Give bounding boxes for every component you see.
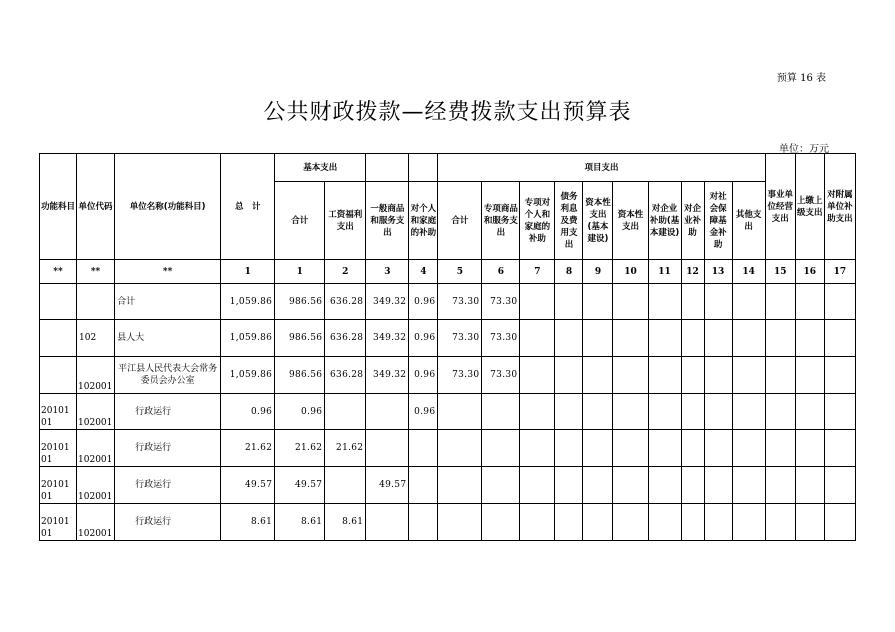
index-cell: 1 (221, 260, 275, 284)
proj-total-cell (438, 430, 482, 467)
unit-name-cell: 县人大 (115, 320, 221, 357)
proj-goods-cell: 73.30 (482, 320, 520, 357)
unit-name-cell: 行政运行 (115, 504, 221, 541)
index-cell: 3 (366, 260, 409, 284)
empty-cell (555, 320, 583, 357)
empty-cell (824, 284, 855, 320)
empty-cell (583, 320, 613, 357)
empty-cell (520, 357, 555, 394)
proj-total-cell (438, 394, 482, 430)
table-row (40, 504, 856, 541)
header-other: 其他支出 (732, 182, 765, 260)
empty-cell (795, 320, 824, 357)
index-cell: 4 (409, 260, 438, 284)
index-row (40, 260, 856, 284)
empty-cell (795, 504, 824, 541)
total-cell: 1,059.86 (221, 284, 275, 320)
empty-cell (555, 504, 583, 541)
empty-cell (613, 320, 648, 357)
empty-cell (704, 357, 732, 394)
basic-total-cell: 0.96 (275, 394, 325, 430)
index-cell: ** (77, 260, 115, 284)
salary-cell: 636.28 (325, 357, 366, 394)
empty-cell (681, 357, 704, 394)
empty-cell (555, 430, 583, 467)
empty-cell (520, 504, 555, 541)
empty-cell (648, 430, 681, 467)
proj-goods-cell (482, 430, 520, 467)
unit-name-cell: 平江县人民代表大会常务委员会办公室 (115, 357, 221, 394)
proj-goods-cell: 73.30 (482, 357, 520, 394)
index-cell: 8 (555, 260, 583, 284)
header-empty-cell (409, 154, 438, 182)
header-empty-cell (366, 154, 409, 182)
empty-cell (613, 430, 648, 467)
header-total: 总 计 (221, 154, 275, 260)
basic-total-cell: 986.56 (275, 357, 325, 394)
func-code-cell (40, 320, 77, 357)
empty-cell (681, 504, 704, 541)
empty-cell (765, 394, 795, 430)
family-subsidy-cell (409, 504, 438, 541)
header-capital: 资本性支出 (613, 182, 648, 260)
empty-cell (555, 284, 583, 320)
basic-total-cell: 49.57 (275, 467, 325, 504)
empty-cell (824, 357, 855, 394)
empty-cell (613, 284, 648, 320)
empty-cell (583, 357, 613, 394)
unit-name-cell: 合计 (115, 284, 221, 320)
header-basic-total: 合计 (275, 182, 325, 260)
proj-total-cell (438, 504, 482, 541)
index-cell: ** (115, 260, 221, 284)
header-ent-infra: 对企业补助(基本建设) (648, 182, 681, 260)
empty-cell (732, 357, 765, 394)
goods-cell (366, 504, 409, 541)
goods-cell: 49.57 (366, 467, 409, 504)
empty-cell (765, 320, 795, 357)
empty-cell (732, 430, 765, 467)
empty-cell (583, 467, 613, 504)
empty-cell (732, 467, 765, 504)
total-cell: 49.57 (221, 467, 275, 504)
index-cell: 13 (704, 260, 732, 284)
func-code-cell: 2010101 (40, 467, 77, 504)
empty-cell (583, 504, 613, 541)
empty-cell (795, 357, 824, 394)
total-cell: 1,059.86 (221, 357, 275, 394)
empty-cell (583, 284, 613, 320)
proj-total-cell: 73.30 (438, 357, 482, 394)
table-row (40, 357, 856, 394)
table-row (40, 430, 856, 467)
unit-name-cell: 行政运行 (115, 394, 221, 430)
empty-cell (765, 357, 795, 394)
family-subsidy-cell: 0.96 (409, 320, 438, 357)
empty-cell (765, 284, 795, 320)
family-subsidy-cell: 0.96 (409, 394, 438, 430)
empty-cell (648, 284, 681, 320)
header-upper: 上缴上级支出 (795, 154, 824, 260)
empty-cell (613, 357, 648, 394)
empty-cell (681, 394, 704, 430)
empty-cell (824, 430, 855, 467)
header-project: 项目支出 (438, 154, 765, 182)
index-cell: ** (40, 260, 77, 284)
unit-code-cell: 102001 (77, 504, 115, 541)
basic-total-cell: 8.61 (275, 504, 325, 541)
basic-total-cell: 986.56 (275, 320, 325, 357)
salary-cell (325, 467, 366, 504)
empty-cell (732, 504, 765, 541)
index-cell: 9 (583, 260, 613, 284)
header-capital-infra: 资本性支出(基本建设) (583, 182, 613, 260)
empty-cell (704, 430, 732, 467)
func-code-cell: 2010101 (40, 504, 77, 541)
proj-total-cell: 73.30 (438, 284, 482, 320)
index-cell: 2 (325, 260, 366, 284)
index-cell: 6 (482, 260, 520, 284)
proj-total-cell: 73.30 (438, 320, 482, 357)
empty-cell (583, 430, 613, 467)
proj-goods-cell: 73.30 (482, 284, 520, 320)
unit-code-cell: 102001 (77, 467, 115, 504)
basic-total-cell: 21.62 (275, 430, 325, 467)
family-subsidy-cell: 0.96 (409, 284, 438, 320)
unit-code-cell: 102001 (77, 430, 115, 467)
empty-cell (824, 320, 855, 357)
form-number: 预算 16 表 (776, 73, 826, 84)
goods-cell (366, 394, 409, 430)
empty-cell (765, 504, 795, 541)
table-row (40, 284, 856, 320)
proj-total-cell (438, 467, 482, 504)
empty-cell (520, 394, 555, 430)
total-cell: 8.61 (221, 504, 275, 541)
index-cell: 14 (732, 260, 765, 284)
basic-total-cell: 986.56 (275, 284, 325, 320)
salary-cell (325, 394, 366, 430)
func-code-cell: 2010101 (40, 394, 77, 430)
header-func-code: 功能科目 (40, 154, 77, 260)
unit-label: 单位：万元 (779, 144, 829, 155)
empty-cell (795, 394, 824, 430)
header-row-1 (40, 154, 856, 182)
empty-cell (681, 320, 704, 357)
empty-cell (648, 504, 681, 541)
empty-cell (765, 430, 795, 467)
empty-cell (704, 284, 732, 320)
family-subsidy-cell (409, 430, 438, 467)
proj-goods-cell (482, 504, 520, 541)
empty-cell (520, 284, 555, 320)
func-code-cell (40, 284, 77, 320)
total-cell: 0.96 (221, 394, 275, 430)
empty-cell (520, 467, 555, 504)
unit-code-cell: 102 (77, 320, 115, 357)
header-proj-goods: 专项商品和服务支出 (482, 182, 520, 260)
unit-code-cell: 102001 (77, 394, 115, 430)
index-cell: 12 (681, 260, 704, 284)
empty-cell (765, 467, 795, 504)
header-proj-total: 合计 (438, 182, 482, 260)
empty-cell (795, 467, 824, 504)
empty-cell (681, 430, 704, 467)
proj-goods-cell (482, 394, 520, 430)
empty-cell (520, 430, 555, 467)
header-basic: 基本支出 (275, 154, 366, 182)
empty-cell (648, 394, 681, 430)
family-subsidy-cell (409, 467, 438, 504)
empty-cell (732, 394, 765, 430)
empty-cell (732, 320, 765, 357)
goods-cell: 349.32 (366, 284, 409, 320)
unit-code-cell: 102001 (77, 357, 115, 394)
empty-cell (795, 284, 824, 320)
header-debt: 债务利息及费用支出 (555, 182, 583, 260)
index-cell: 1 (275, 260, 325, 284)
func-code-cell (40, 357, 77, 394)
index-cell: 11 (648, 260, 681, 284)
func-code-cell: 2010101 (40, 430, 77, 467)
header-social: 对社会保障基金补助 (704, 182, 732, 260)
goods-cell: 349.32 (366, 357, 409, 394)
unit-name-cell: 行政运行 (115, 430, 221, 467)
proj-goods-cell (482, 467, 520, 504)
empty-cell (648, 357, 681, 394)
budget-table (39, 153, 856, 541)
empty-cell (613, 394, 648, 430)
empty-cell (704, 394, 732, 430)
empty-cell (613, 504, 648, 541)
salary-cell: 8.61 (325, 504, 366, 541)
index-cell: 10 (613, 260, 648, 284)
header-goods: 一般商品和服务支出 (366, 182, 409, 260)
empty-cell (704, 504, 732, 541)
table-row (40, 394, 856, 430)
empty-cell (795, 430, 824, 467)
empty-cell (555, 394, 583, 430)
header-salary: 工资福利支出 (325, 182, 366, 260)
salary-cell: 21.62 (325, 430, 366, 467)
family-subsidy-cell: 0.96 (409, 357, 438, 394)
salary-cell: 636.28 (325, 320, 366, 357)
goods-cell (366, 430, 409, 467)
header-family-subsidy: 对个人和家庭的补助 (409, 182, 438, 260)
page-title: 公共财政拨款—经费拨款支出预算表 (263, 100, 632, 125)
index-cell: 16 (795, 260, 824, 284)
empty-cell (824, 504, 855, 541)
header-operating: 事业单位经营支出 (765, 154, 795, 260)
empty-cell (613, 467, 648, 504)
empty-cell (648, 320, 681, 357)
empty-cell (555, 467, 583, 504)
empty-cell (583, 394, 613, 430)
empty-cell (704, 320, 732, 357)
goods-cell: 349.32 (366, 320, 409, 357)
empty-cell (681, 467, 704, 504)
header-ent: 对企业补助 (681, 182, 704, 260)
index-cell: 5 (438, 260, 482, 284)
empty-cell (555, 357, 583, 394)
unit-code-cell (77, 284, 115, 320)
header-proj-family: 专项对个人和家庭的补助 (520, 182, 555, 260)
empty-cell (704, 467, 732, 504)
salary-cell: 636.28 (325, 284, 366, 320)
empty-cell (824, 394, 855, 430)
index-cell: 7 (520, 260, 555, 284)
empty-cell (681, 284, 704, 320)
table-row (40, 467, 856, 504)
index-cell: 15 (765, 260, 795, 284)
empty-cell (520, 320, 555, 357)
total-cell: 1,059.86 (221, 320, 275, 357)
empty-cell (824, 467, 855, 504)
header-unit-code: 单位代码 (77, 154, 115, 260)
header-subsidiary: 对附属单位补助支出 (824, 154, 855, 260)
empty-cell (732, 284, 765, 320)
unit-name-cell: 行政运行 (115, 467, 221, 504)
index-cell: 17 (824, 260, 855, 284)
total-cell: 21.62 (221, 430, 275, 467)
empty-cell (648, 467, 681, 504)
header-unit-name: 单位名称(功能科目) (115, 154, 221, 260)
table-row (40, 320, 856, 357)
